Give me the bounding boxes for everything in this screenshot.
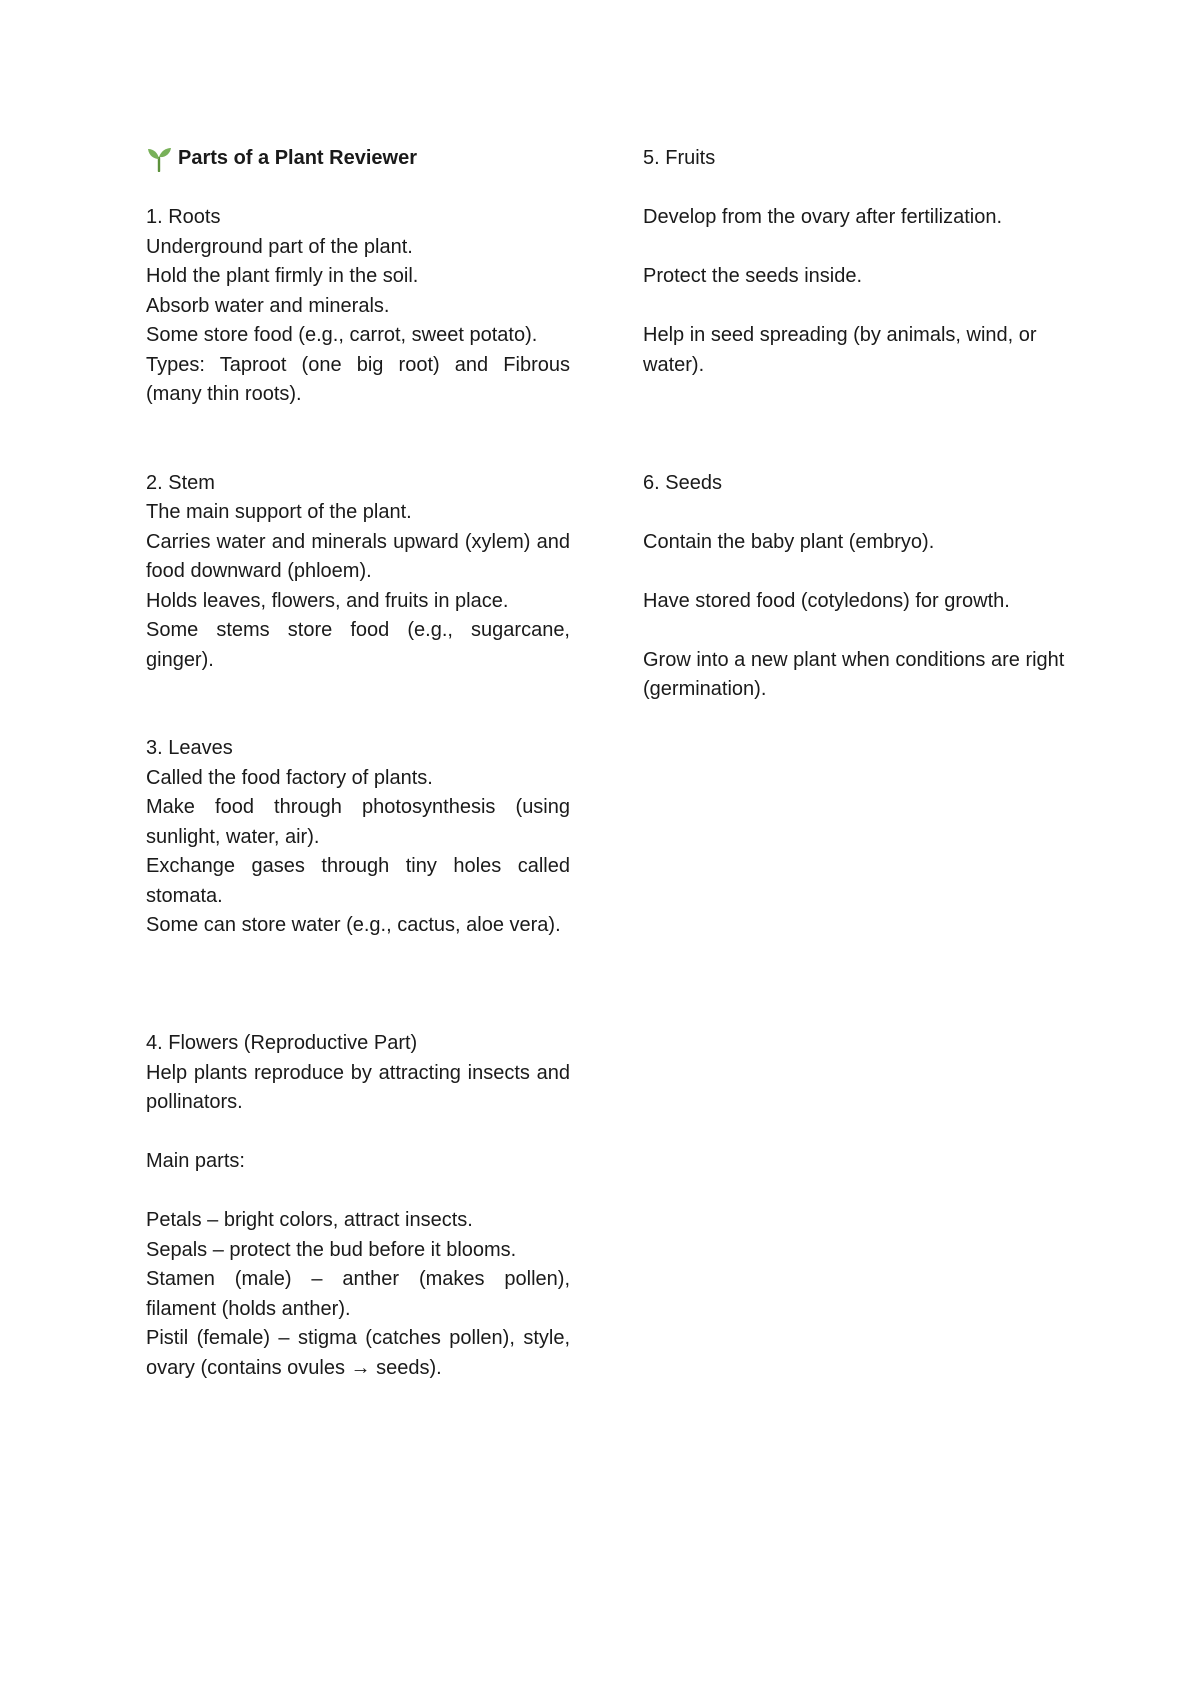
roots-line: Underground part of the plant. <box>146 235 413 258</box>
right-column <box>643 144 1075 705</box>
title-text: Parts of a Plant Reviewer <box>178 147 417 169</box>
flower-part: Petals – bright colors, attract insects. <box>146 1209 473 1231</box>
section-heading-seeds: 6. Seeds <box>643 471 722 494</box>
flower-part: Pistil (female) – stigma (catches pollen), style, ovary (contains ovules → seeds). <box>146 1327 570 1379</box>
spacer <box>146 1118 570 1148</box>
section-seeds <box>643 469 1075 705</box>
stem-line: Carries water and minerals upward (xylem) and food downward (phloem). <box>146 530 570 582</box>
flower-part: Sepals – protect the bud before it blooms. <box>146 1238 517 1261</box>
fruits-line: Protect the seeds inside. <box>643 265 863 287</box>
leaves-line: Exchange gases through tiny holes called stomata. <box>146 855 570 907</box>
spacer <box>643 380 1075 469</box>
seeds-line: Contain the baby plant (embryo). <box>643 530 935 553</box>
section-stem <box>146 469 570 676</box>
section-heading-flowers: 4. Flowers (Reproductive Part) <box>146 1032 418 1054</box>
leaves-line: Make food through photosynthesis (using sunlight, water, air). <box>146 796 570 848</box>
section-heading-roots: 1. Roots <box>146 206 221 228</box>
stem-line: Some stems store food (e.g., sugarcane, ginger). <box>146 619 570 671</box>
spacer <box>643 498 1075 528</box>
section-heading-leaves: 3. Leaves <box>146 737 233 759</box>
flower-part: Stamen (male) – anther (makes pollen), filament (holds anther). <box>146 1268 570 1320</box>
spacer <box>643 557 1075 587</box>
section-heading-stem: 2. Stem <box>146 471 215 494</box>
spacer <box>643 174 1075 204</box>
roots-line: Absorb water and minerals. <box>146 294 390 317</box>
roots-line: Types: Taproot (one big root) and Fibrous (many thin roots). <box>146 353 570 405</box>
seeds-line: Have stored food (cotyledons) for growth. <box>643 589 1010 612</box>
left-column <box>146 144 570 1383</box>
spacer <box>643 616 1075 646</box>
leaves-line: Some can store water (e.g., cactus, aloe vera). <box>146 914 561 936</box>
flowers-intro: Help plants reproduce by attracting insects and pollinators. <box>146 1061 570 1113</box>
fruits-line: Help in seed spreading (by animals, wind, or water). <box>643 324 1037 376</box>
spacer <box>146 410 570 469</box>
main-parts-label: Main parts: <box>146 1150 245 1172</box>
spacer <box>146 941 570 1030</box>
seeds-line: Grow into a new plant when conditions are right (germination). <box>643 648 1065 700</box>
sprout-icon <box>146 146 172 172</box>
stem-line: Holds leaves, flowers, and fruits in place. <box>146 589 509 612</box>
roots-line: Some store food (e.g., carrot, sweet potato). <box>146 324 538 346</box>
spacer <box>643 292 1075 322</box>
section-fruits <box>643 144 1075 380</box>
spacer <box>146 174 570 204</box>
section-leaves <box>146 734 570 941</box>
spacer <box>146 1177 570 1207</box>
leaves-line: Called the food factory of plants. <box>146 766 433 789</box>
section-flowers <box>146 1029 570 1383</box>
roots-line: Hold the plant firmly in the soil. <box>146 265 419 287</box>
spacer <box>643 233 1075 263</box>
section-roots <box>146 203 570 410</box>
section-heading-fruits: 5. Fruits <box>643 147 716 169</box>
fruits-line: Develop from the ovary after fertilization. <box>643 206 1003 228</box>
document-title <box>146 144 570 174</box>
spacer <box>146 675 570 734</box>
stem-line: The main support of the plant. <box>146 501 412 523</box>
